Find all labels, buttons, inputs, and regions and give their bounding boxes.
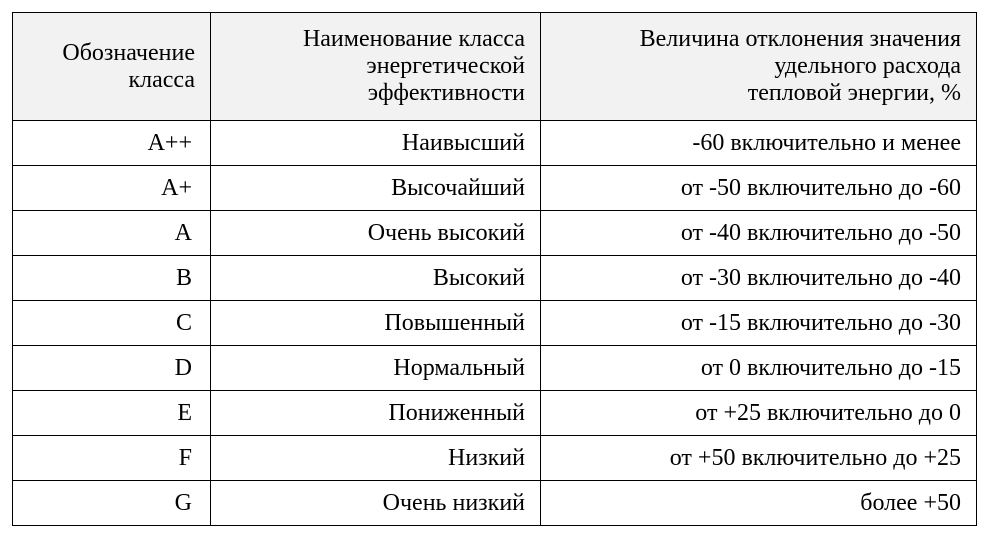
class-code-cell: G: [13, 481, 211, 526]
class-name-cell: Повышенный: [211, 301, 541, 346]
header-class-name: [211, 13, 541, 121]
class-name-cell: Нормальный: [211, 346, 541, 391]
table-row: [13, 346, 977, 391]
class-code-cell: B: [13, 256, 211, 301]
class-code-cell: D: [13, 346, 211, 391]
deviation-cell: от -15 включительно до -30: [541, 301, 977, 346]
class-code-cell: C: [13, 301, 211, 346]
class-name-cell: Пониженный: [211, 391, 541, 436]
header-class-code: [13, 13, 211, 121]
table-row: [13, 436, 977, 481]
class-code-cell: E: [13, 391, 211, 436]
header-class-name-line: энергетической: [366, 53, 525, 79]
table-row: [13, 166, 977, 211]
table-row: [13, 301, 977, 346]
class-code-cell: A: [13, 211, 211, 256]
class-name-cell: Высокий: [211, 256, 541, 301]
table-row: [13, 121, 977, 166]
class-name-cell: Высочайший: [211, 166, 541, 211]
class-name-cell: Очень низкий: [211, 481, 541, 526]
class-code-cell: A+: [13, 166, 211, 211]
header-deviation: [541, 13, 977, 121]
deviation-cell: более +50: [541, 481, 977, 526]
deviation-cell: от -40 включительно до -50: [541, 211, 977, 256]
header-deviation-line: удельного расхода: [774, 53, 961, 79]
header-class-name-line: эффективности: [367, 80, 525, 106]
deviation-cell: от -30 включительно до -40: [541, 256, 977, 301]
deviation-cell: от -50 включительно до -60: [541, 166, 977, 211]
class-code-cell: A++: [13, 121, 211, 166]
table-row: [13, 211, 977, 256]
deviation-cell: от 0 включительно до -15: [541, 346, 977, 391]
class-name-cell: Наивысший: [211, 121, 541, 166]
deviation-cell: от +25 включительно до 0: [541, 391, 977, 436]
class-code-cell: F: [13, 436, 211, 481]
header-class-code-line: класса: [128, 66, 195, 93]
header-class-name-line: Наименование класса: [302, 26, 525, 52]
table-header-row: [13, 13, 977, 121]
deviation-cell: -60 включительно и менее: [541, 121, 977, 166]
table-row: [13, 391, 977, 436]
table-row: [13, 256, 977, 301]
deviation-cell: от +50 включительно до +25: [541, 436, 977, 481]
header-class-code-line: Обозначение: [62, 39, 195, 66]
header-deviation-line: Величина отклонения значения: [639, 26, 961, 52]
energy-efficiency-class-table: [12, 12, 977, 526]
table-row: [13, 481, 977, 526]
class-name-cell: Низкий: [211, 436, 541, 481]
header-deviation-line: тепловой энергии, %: [747, 80, 961, 106]
class-name-cell: Очень высокий: [211, 211, 541, 256]
